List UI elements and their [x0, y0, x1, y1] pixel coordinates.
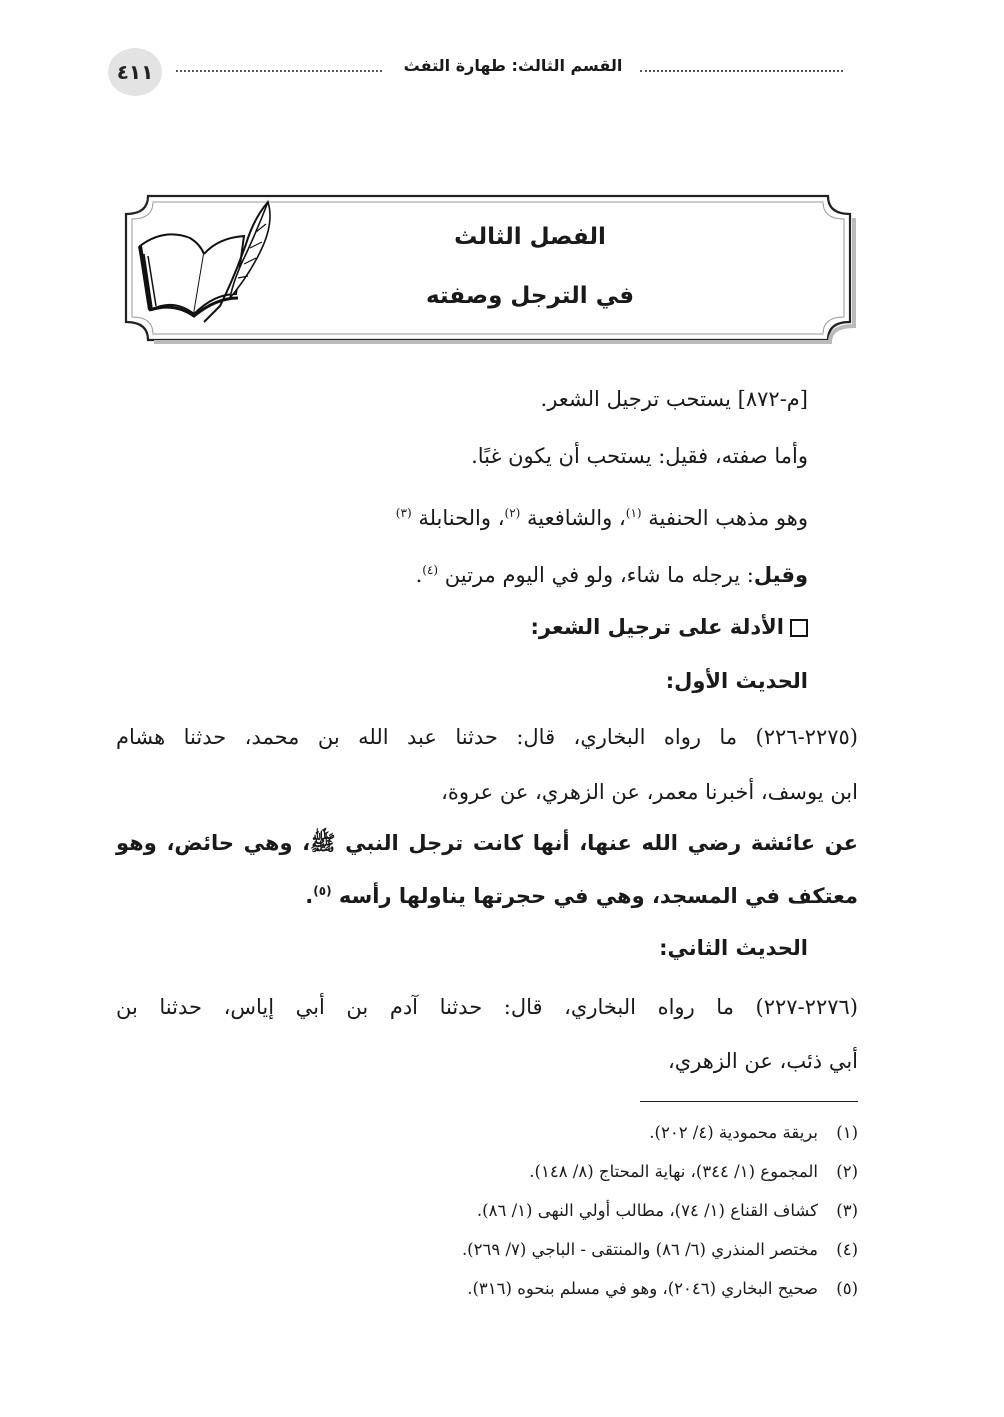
- schools-text: وهو مذهب الحنفية: [648, 506, 808, 530]
- hadith-2-isnad-line-2: أبي ذئب، عن الزهري،: [667, 1049, 858, 1073]
- hadith-1-matn-line-2: [116, 876, 858, 911]
- footnote-text: المجموع (١/ ٣٤٤)، نهاية المحتاج (٨/ ١٤٨).: [529, 1162, 818, 1181]
- opinion-text: : يرجله ما شاء، ولو في اليوم مرتين: [444, 563, 754, 587]
- page-number: ٤١١: [108, 48, 162, 96]
- hadith-1-matn-end: .: [305, 884, 314, 908]
- hadith-1-matn-line-1: عن عائشة رضي الله عنها، أنها كانت ترجل النبي ﷺ، وهي حائض، وهو: [116, 831, 858, 855]
- hadith-1-matn-text: معتكف في المسجد، وهي في حجرتها يناولها رأسه: [338, 884, 858, 908]
- schools-text-shafii: ، والشافعية: [527, 506, 626, 530]
- hadith-1-heading: الحديث الأول:: [665, 669, 808, 693]
- hadith-1-isnad-line-1: (٢٢٧٥-٢٢٦) ما رواه البخاري، قال: حدثنا عبد الله بن محمد، حدثنا هشام: [116, 725, 858, 749]
- book-quill-icon: [134, 198, 280, 326]
- footnote-ref-1: (١): [625, 506, 642, 520]
- opinion-label: وقيل: [753, 563, 808, 587]
- square-bullet-icon: [790, 619, 808, 637]
- footnote-text: مختصر المنذري (٦/ ٨٦) والمنتقى - الباجي (٧/ ٢٦٩).: [461, 1240, 818, 1259]
- footnote-text: بريقة محمودية (٤/ ٢٠٢).: [649, 1123, 818, 1142]
- footnote-ref-4: (٤): [422, 563, 439, 577]
- paragraph-second-opinion: [416, 555, 808, 590]
- schools-text-hanbali: ، والحنابلة: [418, 506, 505, 530]
- section-heading: [531, 612, 809, 642]
- hadith-2-heading: الحديث الثاني:: [659, 936, 808, 960]
- footnote-number: (٥): [836, 1279, 858, 1298]
- section-heading-text: الأدلة على ترجيل الشعر:: [530, 615, 784, 639]
- header-dotted-leader-right: [640, 70, 843, 72]
- footnote-5: [467, 1277, 858, 1301]
- chapter-subtitle: في الترجل وصفته: [425, 283, 635, 309]
- hadith-2-isnad-line-1: (٢٢٧٦-٢٢٧) ما رواه البخاري، قال: حدثنا آدم بن أبي إياس، حدثنا بن: [116, 995, 858, 1019]
- footnote-number: (٤): [836, 1240, 858, 1259]
- header-dotted-leader-left: [176, 70, 382, 72]
- footnote-number: (٢): [836, 1162, 858, 1181]
- running-title: القسم الثالث: طهارة التفث: [403, 56, 623, 75]
- footnote-number: (١): [836, 1123, 858, 1142]
- paragraph-description: وأما صفته، فقيل: يستحب أن يكون غبًا.: [471, 444, 808, 468]
- footnote-ref-3: (٣): [395, 506, 412, 520]
- footnote-separator: [640, 1101, 858, 1102]
- footnote-1: [649, 1121, 858, 1145]
- paragraph-ruling: [م-٨٧٢] يستحب ترجيل الشعر.: [540, 387, 808, 411]
- footnote-ref-2: (٢): [504, 506, 521, 520]
- footnote-text: صحيح البخاري (٢٠٤٦)، وهو في مسلم بنحوه (٣١٦).: [467, 1279, 818, 1298]
- footnote-ref-5: (٥): [313, 884, 332, 898]
- footnote-text: كشاف القناع (١/ ٧٤)، مطالب أولي النهى (١/ ٨٦).: [476, 1201, 818, 1220]
- hadith-1-isnad-line-2: ابن يوسف، أخبرنا معمر، عن الزهري، عن عروة،: [441, 780, 858, 804]
- opinion-end: .: [415, 563, 423, 587]
- chapter-title: الفصل الثالث: [454, 224, 606, 250]
- paragraph-schools: [396, 498, 808, 533]
- footnote-2: [529, 1160, 858, 1184]
- footnote-number: (٣): [836, 1201, 858, 1220]
- footnote-4: [462, 1238, 858, 1262]
- footnote-3: [477, 1199, 858, 1223]
